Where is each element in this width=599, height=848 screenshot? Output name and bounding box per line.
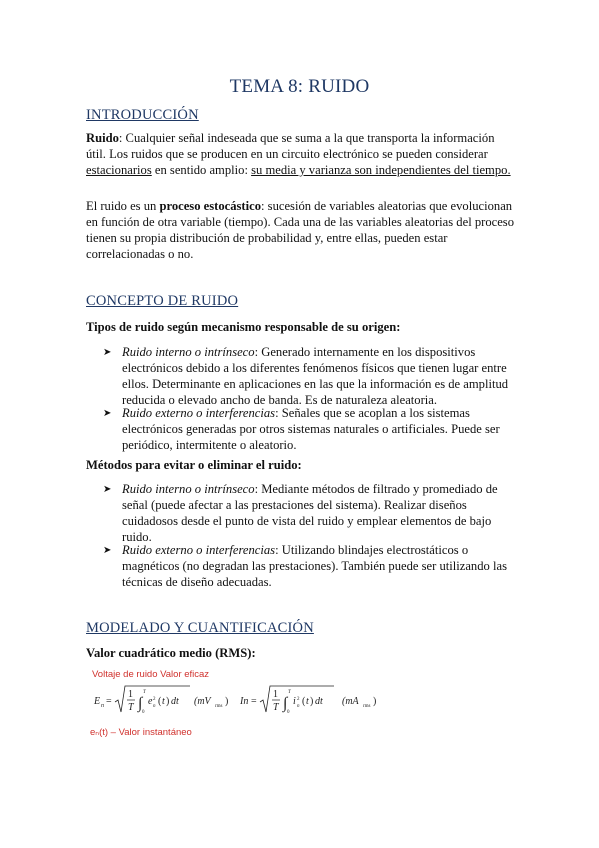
svg-text:(: ( (302, 696, 306, 707)
svg-text:T: T (143, 690, 146, 695)
svg-text:): ) (310, 696, 314, 707)
svg-text:=: = (106, 696, 112, 707)
svg-text:): ) (225, 696, 229, 707)
svg-text:∫: ∫ (283, 695, 288, 712)
list-item-tipo-externo: ➤ Ruido externo o interferencias: Señales que se acoplan a los sistemas electrónicos generadas por otros sistemas naturales o artificiales. Puede ser periódico, intermitente o aleatorio. (103, 406, 500, 452)
paragraph-proceso-estocastico: El ruido es un proceso estocástico: sucesión de variables aleatorias que evolucionan en función de otra variable (tiempo). Cada una de las variables aleatorias del proceso tienen su propia distribución de probabilidad y, entre ellas, pueden estar correlacionadas o no. (86, 199, 515, 261)
svg-text:): ) (166, 696, 170, 707)
svg-text:T: T (128, 702, 134, 713)
svg-text:t: t (162, 696, 165, 707)
svg-text:T: T (288, 690, 291, 695)
heading-modelado-cuantificacion: MODELADO Y CUANTIFICACIÓN (86, 620, 314, 636)
term-ruido: Ruido (86, 131, 119, 145)
page-title: TEMA 8: RUIDO (229, 76, 370, 97)
svg-text:e: e (148, 696, 153, 707)
svg-text:=: = (251, 696, 257, 707)
svg-text:dt: dt (315, 696, 323, 707)
svg-text:rms: rms (363, 704, 371, 709)
svg-text:2: 2 (297, 697, 300, 702)
term-estacionarios: estacionarios (86, 163, 152, 177)
underlined-media-varianza: su media y varianza son independientes del tiempo. (251, 163, 511, 177)
arrow-bullet-icon: ➤ (103, 545, 112, 556)
list-item-metodo-externo: ➤ Ruido externo o interferencias: Utilizando blindajes electrostáticos o magnéticos (no degradan las prestaciones). También puede ser utilizando las técnicas de diseño adecuadas. (103, 543, 507, 589)
heading-concepto-de-ruido: CONCEPTO DE RUIDO (86, 293, 239, 309)
svg-text:n: n (101, 703, 104, 709)
rms-formula-image (90, 680, 390, 730)
annotation-voltaje-valor-eficaz: Voltaje de ruido Valor eficaz (92, 669, 210, 680)
svg-text:∫: ∫ (138, 695, 143, 712)
svg-text:1: 1 (128, 689, 133, 700)
annotation-valor-instantaneo: eₙ(t) – Valor instantáneo (90, 727, 192, 738)
subheading-tipos-de-ruido: Tipos de ruido según mecanismo responsable de su origen: (86, 320, 401, 334)
paragraph-ruido-definicion: Ruido: Cualquier señal indeseada que se suma a la que transporta la información útil. Los ruidos que se producen en un circuito electrónico se pueden considerar estacionarios en sentido amplio: su media y varianza son independientes del tiempo. (86, 131, 511, 177)
svg-text:rms: rms (215, 704, 223, 709)
svg-text:0: 0 (287, 710, 290, 715)
formula-in-symbol: In (240, 696, 249, 707)
term-proceso-estocastico: proceso estocástico (159, 199, 262, 213)
arrow-bullet-icon: ➤ (103, 408, 112, 419)
svg-text:T: T (273, 702, 279, 713)
svg-text:dt: dt (171, 696, 179, 707)
svg-text:n: n (297, 704, 300, 709)
svg-text:0: 0 (142, 710, 145, 715)
list-item-tipo-interno: ➤ Ruido interno o intrínseco: Generado internamente en los dispositivos electrónicos debido a los diferentes fenómenos físicos que tienen lugar entre ellos. Determinante en aplicaciones en las que la información es de amplitud reducida o elevado ancho de banda. Es de naturaleza aleatoria. (103, 345, 509, 407)
svg-text:2: 2 (153, 697, 156, 702)
svg-text:(: ( (158, 696, 162, 707)
subheading-valor-rms: Valor cuadrático medio (RMS): (86, 646, 256, 660)
arrow-bullet-icon: ➤ (103, 484, 112, 495)
formula-v-unit: (mV (194, 696, 211, 707)
svg-text:n: n (153, 704, 156, 709)
list-item-metodo-interno: ➤ Ruido interno o intrínseco: Mediante métodos de filtrado y promediado de señal (puede afectar a las prestaciones del sistema). Realizar diseños cuidadosos desde el punto de vista del ruido y emplear elementos de bajo ruido. (103, 482, 498, 544)
svg-text:): ) (373, 696, 377, 707)
svg-text:i: i (293, 696, 296, 707)
formula-en-symbol: E (94, 696, 101, 707)
svg-text:t: t (306, 696, 309, 707)
arrow-bullet-icon: ➤ (103, 347, 112, 358)
formula-i-unit: (mA (342, 696, 359, 707)
heading-introduccion: INTRODUCCIÓN (86, 107, 199, 123)
subheading-metodos: Métodos para evitar o eliminar el ruido: (86, 458, 302, 472)
svg-text:1: 1 (273, 689, 278, 700)
